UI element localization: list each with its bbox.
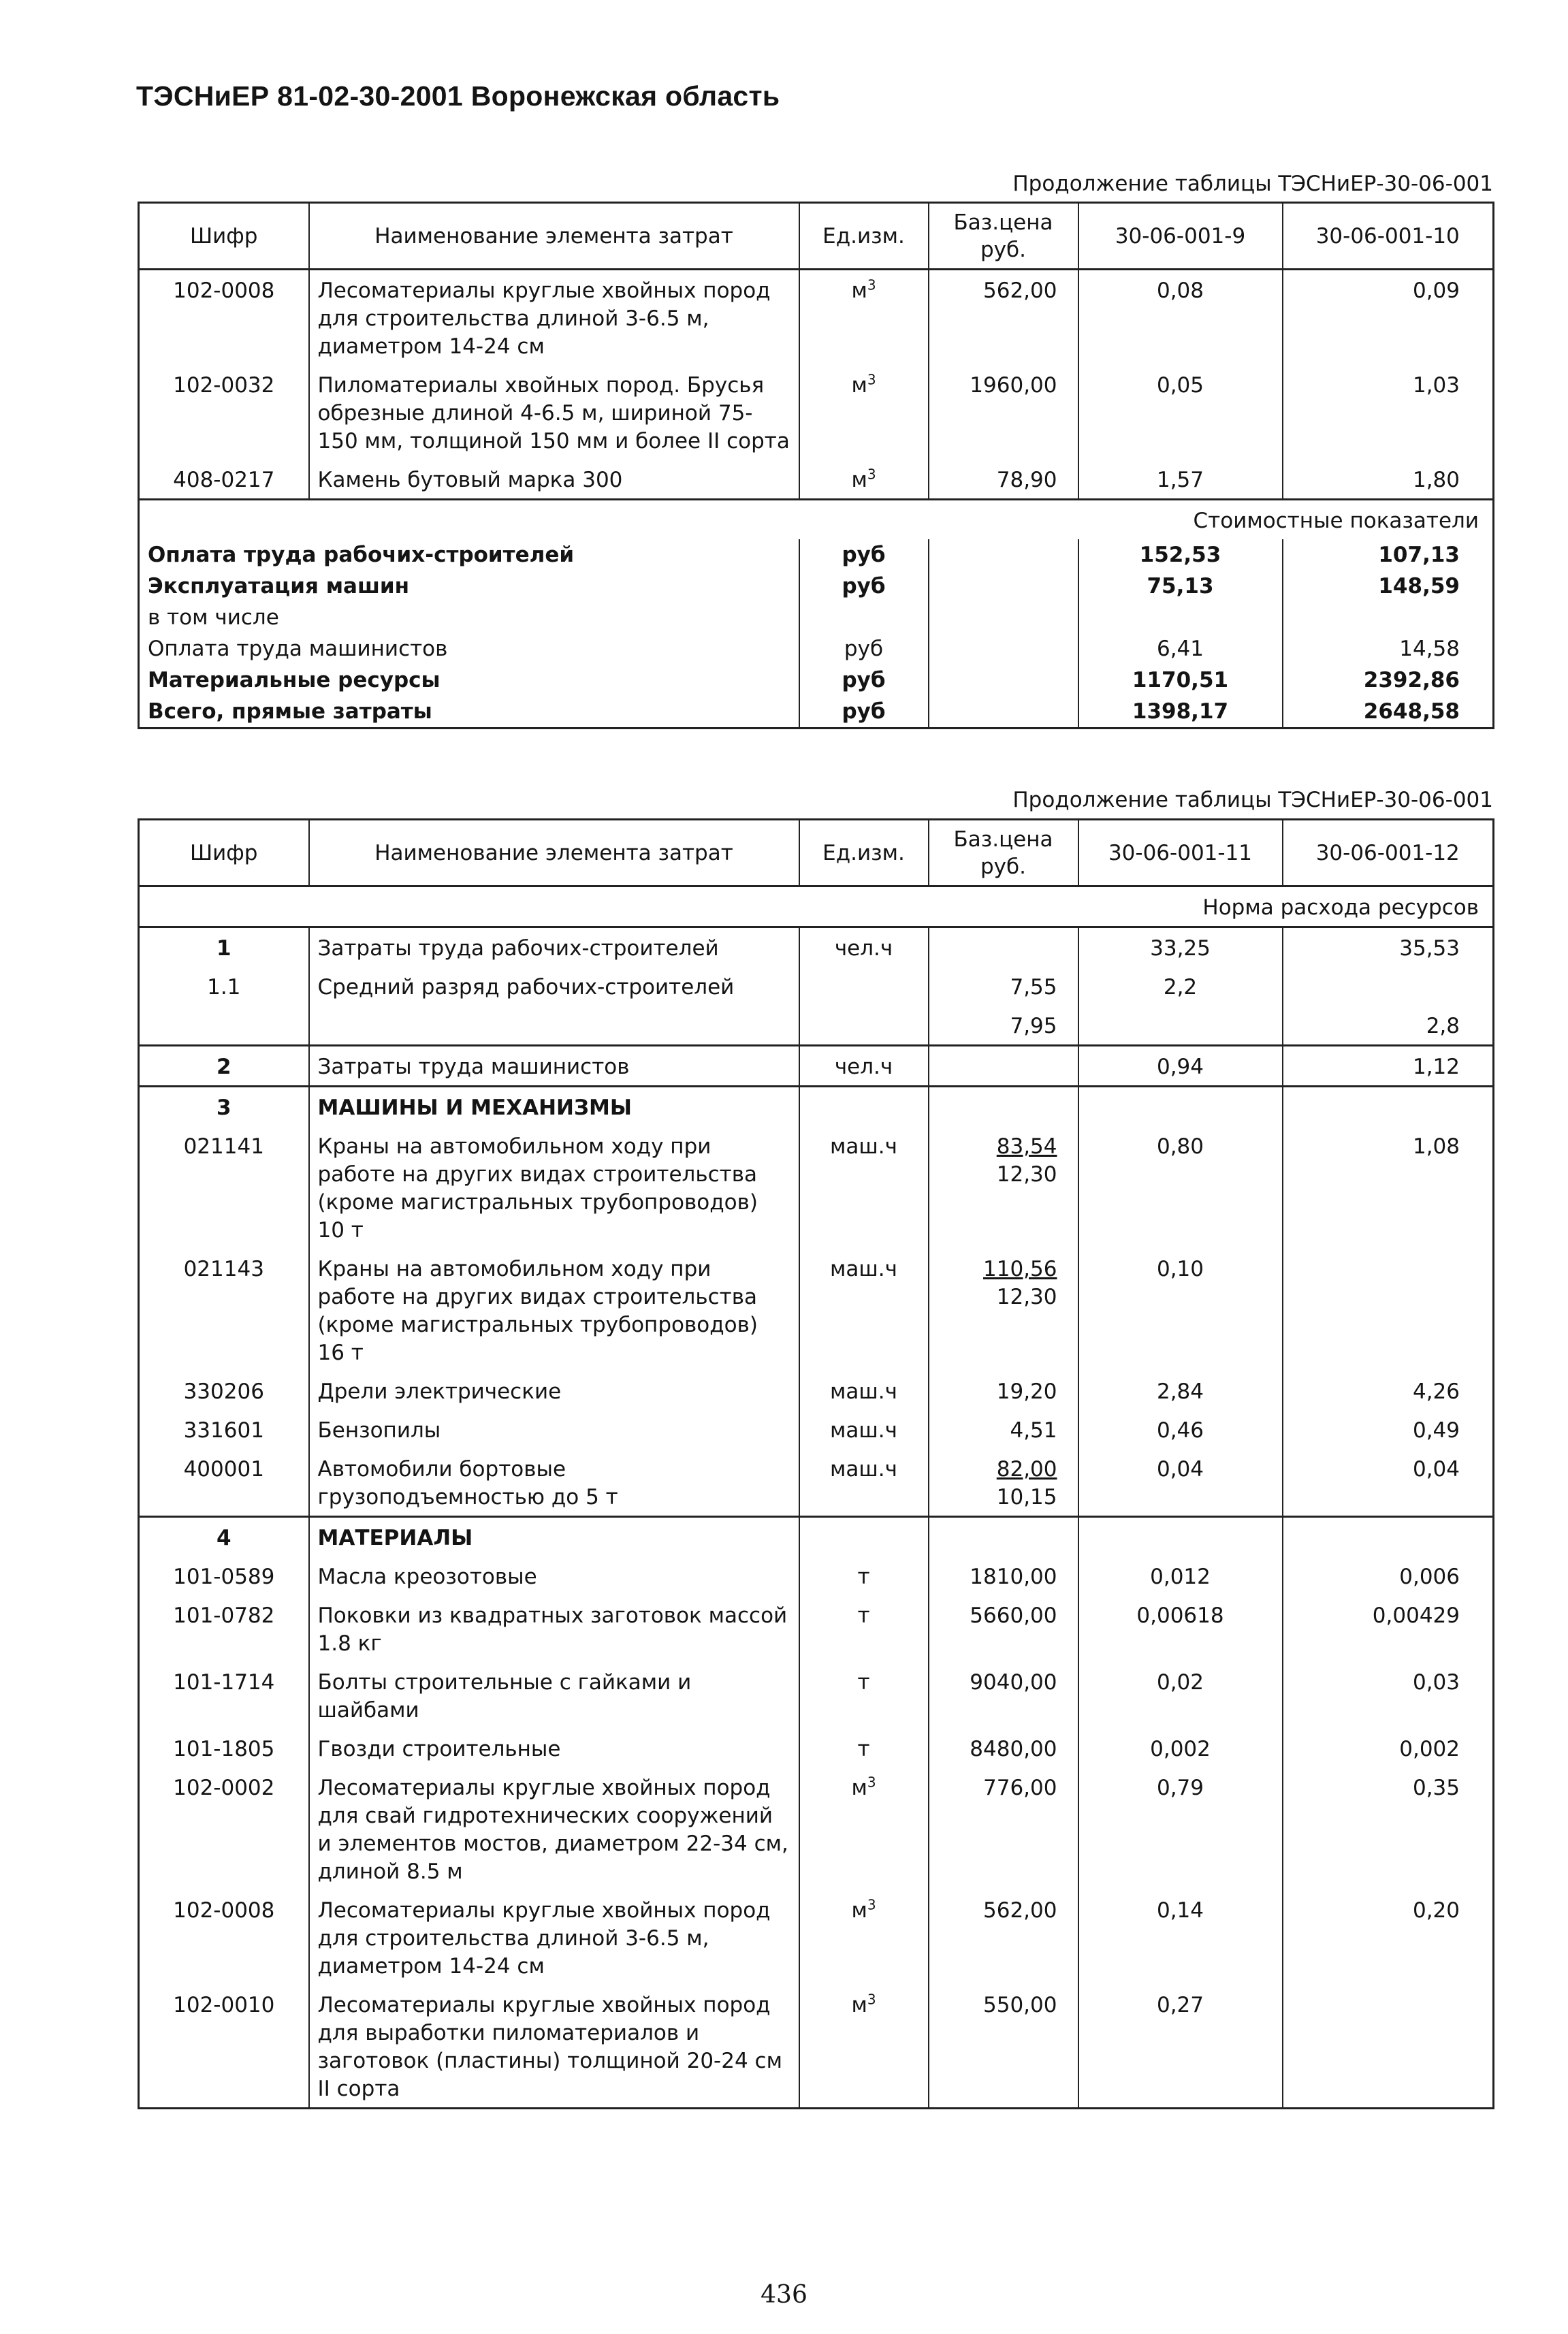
- material-row: [139, 1890, 1494, 1985]
- value2-cell: 0,35: [1283, 1768, 1494, 1890]
- cost-name-cell: Оплата труда рабочих-строителей: [148, 543, 575, 567]
- name-cell: Лесоматериалы круглые хвойных пород для строительства длиной 3-6.5 м, диаметром 14-24 см: [309, 270, 799, 366]
- price-cell: [929, 1371, 1078, 1410]
- code-cell: 2: [139, 1046, 309, 1087]
- table-row: [139, 460, 1494, 500]
- price-cell: 1810,00: [929, 1556, 1078, 1595]
- section-label-norm: Норма расхода ресурсов: [139, 886, 1494, 927]
- value1-cell: 0,08: [1078, 270, 1283, 366]
- header-col2: 30-06-001-12: [1283, 820, 1494, 886]
- value2-cell: 0,49: [1283, 1410, 1494, 1449]
- header-price: Баз.цена руб.: [929, 203, 1078, 270]
- name-cell: Затраты труда машинистов: [309, 1046, 799, 1087]
- value2-cell: 0,002: [1283, 1729, 1494, 1768]
- value1-cell: 152,53: [1078, 539, 1283, 571]
- base-price: 83,54: [996, 1134, 1057, 1159]
- machine-row: [139, 1371, 1494, 1410]
- cubic-superscript: 3: [867, 1991, 876, 2008]
- materials-section-row: [139, 1517, 1494, 1557]
- unit-cell: [799, 1985, 929, 2109]
- unit-cell: [799, 1729, 929, 1768]
- cost-row: [139, 696, 1494, 729]
- header-unit: Ед.изм.: [799, 820, 929, 886]
- value2-cell: 0,20: [1283, 1890, 1494, 1985]
- value2-cell: 35,53: [1283, 927, 1494, 968]
- price-cell: [929, 539, 1078, 571]
- code-cell: 400001: [183, 1457, 264, 1482]
- value1-cell: 1,57: [1078, 460, 1283, 500]
- table1-header-row: [139, 203, 1494, 270]
- value2-cell: 1,03: [1283, 365, 1494, 460]
- value2-cell: 1,12: [1283, 1046, 1494, 1087]
- section-number: 3: [139, 1087, 309, 1127]
- unit-cell: чел.ч: [799, 927, 929, 968]
- value1-cell: 0,27: [1078, 1985, 1283, 2109]
- value2-cell: 0,09: [1283, 270, 1494, 366]
- value2-cell: 0,04: [1283, 1449, 1494, 1517]
- value1-cell: 0,05: [1078, 365, 1283, 460]
- cost-row: [139, 602, 1494, 633]
- unit-cell: маш.ч: [799, 1371, 929, 1410]
- operator-wage-price: 10,15: [996, 1485, 1057, 1509]
- value2-cell: 1,80: [1283, 460, 1494, 500]
- cost-name-cell: в том числе: [148, 605, 279, 630]
- name-cell: Бензопилы: [309, 1410, 799, 1449]
- price-cell: 8480,00: [929, 1729, 1078, 1768]
- code-cell: 021143: [183, 1257, 264, 1281]
- empty-cell: [799, 1087, 929, 1127]
- code-cell: 101-1714: [173, 1670, 275, 1695]
- price-cell: 7,55: [929, 967, 1078, 1006]
- name-cell: Масла креозотовые: [309, 1556, 799, 1595]
- code-cell: 102-0008: [173, 1898, 275, 1923]
- price-cell: [929, 1449, 1078, 1517]
- unit-cell: [799, 602, 929, 633]
- value1-cell: [1078, 1006, 1283, 1046]
- name-cell: Лесоматериалы круглые хвойных пород для свай гидротехнических сооружений и элементов мостов, диаметром 22-34 см, длиной 8.5 м: [309, 1768, 799, 1890]
- value2-cell: 2,8: [1283, 1006, 1494, 1046]
- material-row: [139, 1768, 1494, 1890]
- price-cell: [929, 1046, 1078, 1087]
- document-title: ТЭСНиЕР 81-02-30-2001 Воронежская область: [136, 80, 780, 112]
- cost-name-cell: Всего, прямые затраты: [148, 699, 432, 724]
- empty-cell: [929, 1517, 1078, 1557]
- code-cell: [139, 1006, 309, 1046]
- cost-row: [139, 571, 1494, 602]
- resource-table-2: [138, 818, 1494, 2109]
- name-cell: Поковки из квадратных заготовок массой 1.8 кг: [309, 1595, 799, 1662]
- table1-continuation-label: Продолжение таблицы ТЭСНиЕР-30-06-001: [1012, 172, 1493, 196]
- value1-cell: 2,84: [1078, 1371, 1283, 1410]
- code-cell: 102-0008: [173, 278, 275, 303]
- cost-table-1: [138, 202, 1494, 729]
- price-cell: 1960,00: [929, 365, 1078, 460]
- section-number: 4: [139, 1517, 309, 1557]
- cost-name-cell: Эксплуатация машин: [148, 574, 410, 598]
- name-cell: [309, 1006, 799, 1046]
- value2-cell: [1283, 967, 1494, 1006]
- name-cell: Пиломатериалы хвойных пород. Брусья обрезные длиной 4-6.5 м, шириной 75-150 мм, толщиной 150 мм и более II сорта: [309, 365, 799, 460]
- price-cell: [929, 927, 1078, 968]
- empty-cell: [1283, 1087, 1494, 1127]
- value1-cell: 6,41: [1078, 633, 1283, 665]
- empty-cell: [799, 1517, 929, 1557]
- value1-cell: 0,04: [1078, 1449, 1283, 1517]
- material-row: [139, 1662, 1494, 1729]
- price-cell: 7,95: [929, 1006, 1078, 1046]
- name-cell: Краны на автомобильном ходу при работе на других видах строительства (кроме магистральных трубопроводов) 16 т: [309, 1249, 799, 1371]
- section-label-cost: Стоимостные показатели: [139, 500, 1494, 540]
- price-cell: 550,00: [929, 1985, 1078, 2109]
- unit-cell: руб: [799, 539, 929, 571]
- empty-cell: [929, 1087, 1078, 1127]
- cubic-superscript: 3: [867, 1774, 876, 1791]
- value1-cell: 0,79: [1078, 1768, 1283, 1890]
- machine-row: [139, 1410, 1494, 1449]
- labor-row: [139, 927, 1494, 968]
- unit-text: т: [857, 1737, 870, 1761]
- unit-text: м: [851, 1898, 867, 1923]
- value1-cell: 2,2: [1078, 967, 1283, 1006]
- operator-wage-price: 12,30: [996, 1162, 1057, 1187]
- price-cell: [929, 1249, 1078, 1371]
- machine-row: [139, 1449, 1494, 1517]
- unit-cell: руб: [799, 633, 929, 665]
- price-cell: 562,00: [929, 1890, 1078, 1985]
- value2-cell: 14,58: [1283, 633, 1494, 665]
- unit-cell: чел.ч: [799, 1046, 929, 1087]
- value2-cell: 0,03: [1283, 1662, 1494, 1729]
- unit-cell: маш.ч: [799, 1126, 929, 1249]
- unit-cell: маш.ч: [799, 1410, 929, 1449]
- unit-text: т: [857, 1670, 870, 1695]
- unit-cell: [799, 1890, 929, 1985]
- unit-cell: [799, 365, 929, 460]
- section-row-cost: [139, 500, 1494, 540]
- header-col1: 30-06-001-9: [1078, 203, 1283, 270]
- unit-cell: руб: [799, 571, 929, 602]
- price-cell: 562,00: [929, 270, 1078, 366]
- header-name: Наименование элемента затрат: [309, 820, 799, 886]
- base-price: 4,51: [1010, 1418, 1057, 1443]
- name-cell: Лесоматериалы круглые хвойных пород для строительства длиной 3-6.5 м, диаметром 14-24 см: [309, 1890, 799, 1985]
- section-row-norm: [139, 886, 1494, 927]
- table-row: [139, 270, 1494, 366]
- section-title: МАТЕРИАЛЫ: [309, 1517, 799, 1557]
- machine-row: [139, 1126, 1494, 1249]
- value1-cell: 1398,17: [1078, 696, 1283, 729]
- cost-row: [139, 539, 1494, 571]
- code-cell: 330206: [183, 1379, 264, 1404]
- base-price: 82,00: [996, 1457, 1057, 1482]
- value1-cell: 1170,51: [1078, 665, 1283, 696]
- header-unit: Ед.изм.: [799, 203, 929, 270]
- unit-cell: маш.ч: [799, 1449, 929, 1517]
- value1-cell: 0,012: [1078, 1556, 1283, 1595]
- unit-cell: [799, 460, 929, 500]
- code-cell: 101-0589: [173, 1565, 275, 1589]
- unit-text: т: [857, 1565, 870, 1589]
- name-cell: Дрели электрические: [309, 1371, 799, 1410]
- material-row: [139, 1595, 1494, 1662]
- name-cell: Автомобили бортовые грузоподъемностью до 5 т: [309, 1449, 799, 1517]
- value1-cell: 0,46: [1078, 1410, 1283, 1449]
- price-cell: [929, 633, 1078, 665]
- unit-cell: руб: [799, 696, 929, 729]
- unit-cell: [799, 1006, 929, 1046]
- header-name: Наименование элемента затрат: [309, 203, 799, 270]
- value1-cell: 0,002: [1078, 1729, 1283, 1768]
- header-code: Шифр: [139, 820, 309, 886]
- code-cell: 1: [216, 936, 231, 961]
- price-cell: [929, 665, 1078, 696]
- code-cell: 331601: [183, 1418, 264, 1443]
- unit-text: м: [851, 373, 867, 398]
- header-col2: 30-06-001-10: [1283, 203, 1494, 270]
- cost-row: [139, 665, 1494, 696]
- unit-text: м: [851, 278, 867, 303]
- price-cell: 9040,00: [929, 1662, 1078, 1729]
- value2-cell: [1283, 602, 1494, 633]
- header-col1: 30-06-001-11: [1078, 820, 1283, 886]
- unit-cell: [799, 1556, 929, 1595]
- value1-cell: 75,13: [1078, 571, 1283, 602]
- cubic-superscript: 3: [867, 371, 876, 388]
- header-code: Шифр: [139, 203, 309, 270]
- empty-cell: [1078, 1087, 1283, 1127]
- unit-cell: [799, 1768, 929, 1890]
- value1-cell: 0,80: [1078, 1126, 1283, 1249]
- code-cell: 102-0002: [173, 1776, 275, 1800]
- unit-cell: маш.ч: [799, 1249, 929, 1371]
- value2-cell: 148,59: [1283, 571, 1494, 602]
- unit-text: т: [857, 1603, 870, 1628]
- price-cell: [929, 1126, 1078, 1249]
- table-row: [139, 365, 1494, 460]
- name-cell: Лесоматериалы круглые хвойных пород для выработки пиломатериалов и заготовок (пластины) толщиной 20-24 см II сорта: [309, 1985, 799, 2109]
- empty-cell: [1283, 1517, 1494, 1557]
- header-price: Баз.цена руб.: [929, 820, 1078, 886]
- code-cell: 408-0217: [173, 468, 275, 492]
- name-cell: Затраты труда рабочих-строителей: [309, 927, 799, 968]
- value2-cell: 107,13: [1283, 539, 1494, 571]
- value2-cell: 4,26: [1283, 1371, 1494, 1410]
- name-cell: Краны на автомобильном ходу при работе на других видах строительства (кроме магистральных трубопроводов) 10 т: [309, 1126, 799, 1249]
- cubic-superscript: 3: [867, 466, 876, 483]
- unit-cell: [799, 1595, 929, 1662]
- value2-cell: 2648,58: [1283, 696, 1494, 729]
- unit-text: м: [851, 1776, 867, 1800]
- name-cell: Гвозди строительные: [309, 1729, 799, 1768]
- value2-cell: [1283, 1985, 1494, 2109]
- value1-cell: 0,00618: [1078, 1595, 1283, 1662]
- code-cell: 102-0032: [173, 373, 275, 398]
- price-cell: 78,90: [929, 460, 1078, 500]
- cubic-superscript: 3: [867, 1896, 876, 1913]
- code-cell: 021141: [183, 1134, 264, 1159]
- value1-cell: 0,10: [1078, 1249, 1283, 1371]
- table2-header-row: [139, 820, 1494, 886]
- page-number: 436: [761, 2281, 807, 2309]
- machine-row: [139, 1249, 1494, 1371]
- cubic-superscript: 3: [867, 276, 876, 293]
- material-row: [139, 1985, 1494, 2109]
- unit-cell: [799, 1662, 929, 1729]
- cost-row: [139, 633, 1494, 665]
- price-cell: [929, 571, 1078, 602]
- value1-cell: 0,14: [1078, 1890, 1283, 1985]
- value1-cell: 0,94: [1078, 1046, 1283, 1087]
- machines-section-row: [139, 1087, 1494, 1127]
- value2-cell: 0,00429: [1283, 1595, 1494, 1662]
- operator-wage-price: 12,30: [996, 1285, 1057, 1309]
- cost-name-cell: Оплата труда машинистов: [148, 637, 448, 661]
- name-cell: Болты строительные с гайками и шайбами: [309, 1662, 799, 1729]
- value2-cell: [1283, 1249, 1494, 1371]
- price-cell: [929, 696, 1078, 729]
- material-row: [139, 1729, 1494, 1768]
- base-price: 110,56: [983, 1257, 1057, 1281]
- value1-cell: 33,25: [1078, 927, 1283, 968]
- base-price: 19,20: [996, 1379, 1057, 1404]
- labor-row: [139, 1006, 1494, 1046]
- unit-cell: [799, 270, 929, 366]
- code-cell: 101-0782: [173, 1603, 275, 1628]
- value2-cell: 2392,86: [1283, 665, 1494, 696]
- price-cell: [929, 602, 1078, 633]
- section-title: МАШИНЫ И МЕХАНИЗМЫ: [309, 1087, 799, 1127]
- value2-cell: 1,08: [1283, 1126, 1494, 1249]
- price-cell: [929, 1410, 1078, 1449]
- unit-text: м: [851, 468, 867, 492]
- unit-text: м: [851, 1993, 867, 2017]
- price-cell: 5660,00: [929, 1595, 1078, 1662]
- empty-cell: [1078, 1517, 1283, 1557]
- cost-name-cell: Материальные ресурсы: [148, 668, 441, 692]
- unit-cell: [799, 967, 929, 1006]
- code-cell: 1.1: [207, 975, 241, 1000]
- material-row: [139, 1556, 1494, 1595]
- labor-row: [139, 967, 1494, 1006]
- table2-continuation-label: Продолжение таблицы ТЭСНиЕР-30-06-001: [1012, 788, 1493, 812]
- name-cell: Камень бутовый марка 300: [309, 460, 799, 500]
- value1-cell: [1078, 602, 1283, 633]
- value1-cell: 0,02: [1078, 1662, 1283, 1729]
- name-cell: Средний разряд рабочих-строителей: [309, 967, 799, 1006]
- machinists-row: [139, 1046, 1494, 1087]
- value2-cell: 0,006: [1283, 1556, 1494, 1595]
- unit-cell: руб: [799, 665, 929, 696]
- code-cell: 101-1805: [173, 1737, 275, 1761]
- price-cell: 776,00: [929, 1768, 1078, 1890]
- code-cell: 102-0010: [173, 1993, 275, 2017]
